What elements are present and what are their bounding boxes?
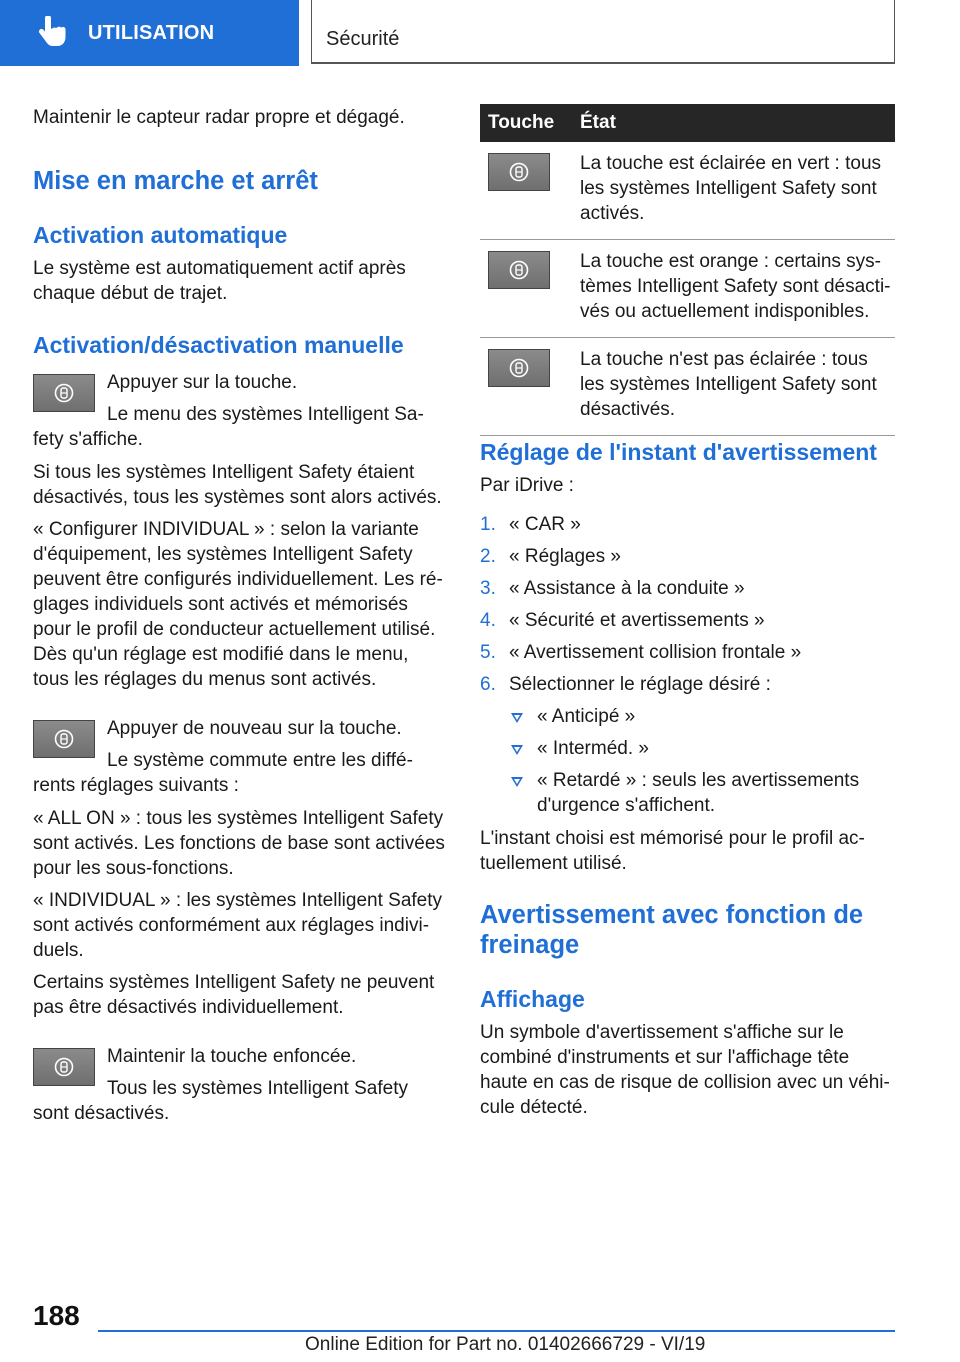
table-header-row: [480, 104, 895, 142]
step-number: 2.: [480, 546, 496, 567]
affichage-text-line: haute en cas de risque de collision avec un véhi‐: [480, 1072, 890, 1093]
menu-text-line: fety s'affiche.: [33, 429, 143, 450]
heading-affichage: Affichage: [480, 986, 585, 1012]
intelligent-safety-icon: [509, 358, 529, 378]
step-text: « CAR »: [509, 514, 581, 535]
radar-note: Maintenir le capteur radar propre et dégagé.: [33, 107, 405, 128]
column-header-key: Touche: [480, 104, 580, 142]
sub-option-text: « Interméd. »: [537, 738, 649, 759]
step-number: 1.: [480, 514, 496, 535]
switch-text-line: Le système commute entre les diffé‐: [107, 750, 413, 771]
si-text-line: Si tous les systèmes Intelligent Safety étaient: [33, 462, 415, 483]
certain-text-line: pas être désactivés individuellement.: [33, 997, 344, 1018]
footer-edition: Online Edition for Part no. 01402666729 - VI/19: [305, 1334, 706, 1355]
allon-text-line: sont activés. Les fonctions de base sont activées: [33, 833, 445, 854]
individual-text-line: sont activés conformément aux réglages indivi‐: [33, 915, 430, 936]
safety-button-image: [33, 1048, 95, 1086]
sub-option-text: d'urgence s'affichent.: [537, 795, 716, 816]
config-text-line: Dès qu'un réglage est modifié dans le menu,: [33, 644, 409, 665]
bullet-triangle-icon: [511, 777, 523, 787]
safety-button-image: [33, 374, 95, 412]
bullet-triangle-icon: [511, 713, 523, 723]
state-description: La touche est orange : certains sys‐ tèmes Intelligent Safety sont désacti‐ vés ou actuellement indisponibles.: [580, 240, 895, 338]
auto-text-line: chaque début de trajet.: [33, 283, 228, 304]
idrive-intro: Par iDrive :: [480, 475, 574, 496]
config-text-line: pour le profil de conducteur actuellement utilisé.: [33, 619, 436, 640]
step-text: « Assistance à la conduite »: [509, 578, 745, 599]
switch-text-line: rents réglages suivants :: [33, 775, 239, 796]
config-text-line: glages individuels sont activés et mémorisés: [33, 594, 408, 615]
affichage-text-line: Un symbole d'avertissement s'affiche sur le: [480, 1022, 844, 1043]
step-number: 4.: [480, 610, 496, 631]
section-title: UTILISATION: [88, 21, 215, 44]
topic-header: [311, 0, 895, 64]
menu-text-line: Le menu des systèmes Intelligent Sa‐: [107, 404, 424, 425]
si-text-line: désactivés, tous les systèmes sont alors activés.: [33, 487, 442, 508]
table-row: [480, 338, 895, 436]
column-header-state: État: [580, 104, 895, 142]
section-tab: [0, 0, 299, 66]
step-text: Sélectionner le réglage désiré :: [509, 674, 771, 695]
step-number: 6.: [480, 674, 496, 695]
heading-reglage: Réglage de l'instant d'avertissement: [480, 439, 877, 465]
state-description: La touche est éclairée en vert : tous les systèmes Intelligent Safety sont activés.: [580, 142, 895, 240]
instant-text-line: L'instant choisi est mémorisé pour le profil ac‐: [480, 828, 865, 849]
sub-option-text: « Retardé » : seuls les avertissements: [537, 770, 860, 791]
state-description: La touche n'est pas éclairée : tous les systèmes Intelligent Safety sont désactivés.: [580, 338, 895, 436]
individual-text-line: duels.: [33, 940, 84, 961]
heading-activation-auto: Activation automatique: [33, 222, 288, 248]
topic-title: Sécurité: [326, 28, 400, 50]
individual-text-line: « INDIVIDUAL » : les systèmes Intelligent Safety: [33, 890, 443, 911]
affichage-text-line: cule détecté.: [480, 1097, 588, 1118]
config-text-line: tous les réglages du menus sont activés.: [33, 669, 377, 690]
hand-pointer-icon: [36, 16, 66, 50]
allon-text-line: « ALL ON » : tous les systèmes Intelligent Safety: [33, 808, 444, 829]
hold-button-text: Maintenir la touche enfoncée.: [107, 1046, 357, 1067]
table-row: [480, 142, 895, 240]
instant-text-line: tuellement utilisé.: [480, 853, 627, 874]
all-off-text-line: Tous les systèmes Intelligent Safety: [107, 1078, 408, 1099]
intelligent-safety-icon: [54, 1057, 74, 1077]
bullet-triangle-icon: [511, 745, 523, 755]
config-text-line: d'équipement, les systèmes Intelligent Safety: [33, 544, 413, 565]
footer-divider: [98, 1330, 895, 1332]
safety-button-image: [488, 251, 550, 289]
intelligent-safety-icon: [54, 383, 74, 403]
step-number: 3.: [480, 578, 496, 599]
auto-text-line: Le système est automatiquement actif après: [33, 258, 406, 279]
safety-button-image: [488, 349, 550, 387]
step-text: « Réglages »: [509, 546, 621, 567]
heading-mise-en-marche: Mise en marche et arrêt: [33, 167, 318, 195]
config-text-line: « Configurer INDIVIDUAL » : selon la variante: [33, 519, 419, 540]
intelligent-safety-icon: [54, 729, 74, 749]
affichage-text-line: combiné d'instruments et sur l'affichage tête: [480, 1047, 850, 1068]
button-state-table: [480, 104, 895, 436]
press-again-text: Appuyer de nouveau sur la touche.: [107, 718, 402, 739]
intelligent-safety-icon: [509, 260, 529, 280]
press-button-text: Appuyer sur la touche.: [107, 372, 298, 393]
table-row: [480, 240, 895, 338]
heading-avertissement: Avertissement avec fonction de: [480, 901, 864, 929]
certain-text-line: Certains systèmes Intelligent Safety ne peuvent: [33, 972, 435, 993]
step-text: « Avertissement collision frontale »: [509, 642, 802, 663]
step-text: « Sécurité et avertissements »: [509, 610, 765, 631]
heading-activation-manuelle: Activation/désactivation manuelle: [33, 332, 404, 358]
heading-avertissement: freinage: [480, 931, 580, 959]
safety-button-image: [33, 720, 95, 758]
page-number: 188: [33, 1300, 80, 1331]
all-off-text-line: sont désactivés.: [33, 1103, 170, 1124]
sub-option-text: « Anticipé »: [537, 706, 636, 727]
safety-button-image: [488, 153, 550, 191]
intelligent-safety-icon: [509, 162, 529, 182]
config-text-line: peuvent être configurés individuellement. Les ré‐: [33, 569, 443, 590]
step-number: 5.: [480, 642, 496, 663]
allon-text-line: pour les sous-fonctions.: [33, 858, 234, 879]
